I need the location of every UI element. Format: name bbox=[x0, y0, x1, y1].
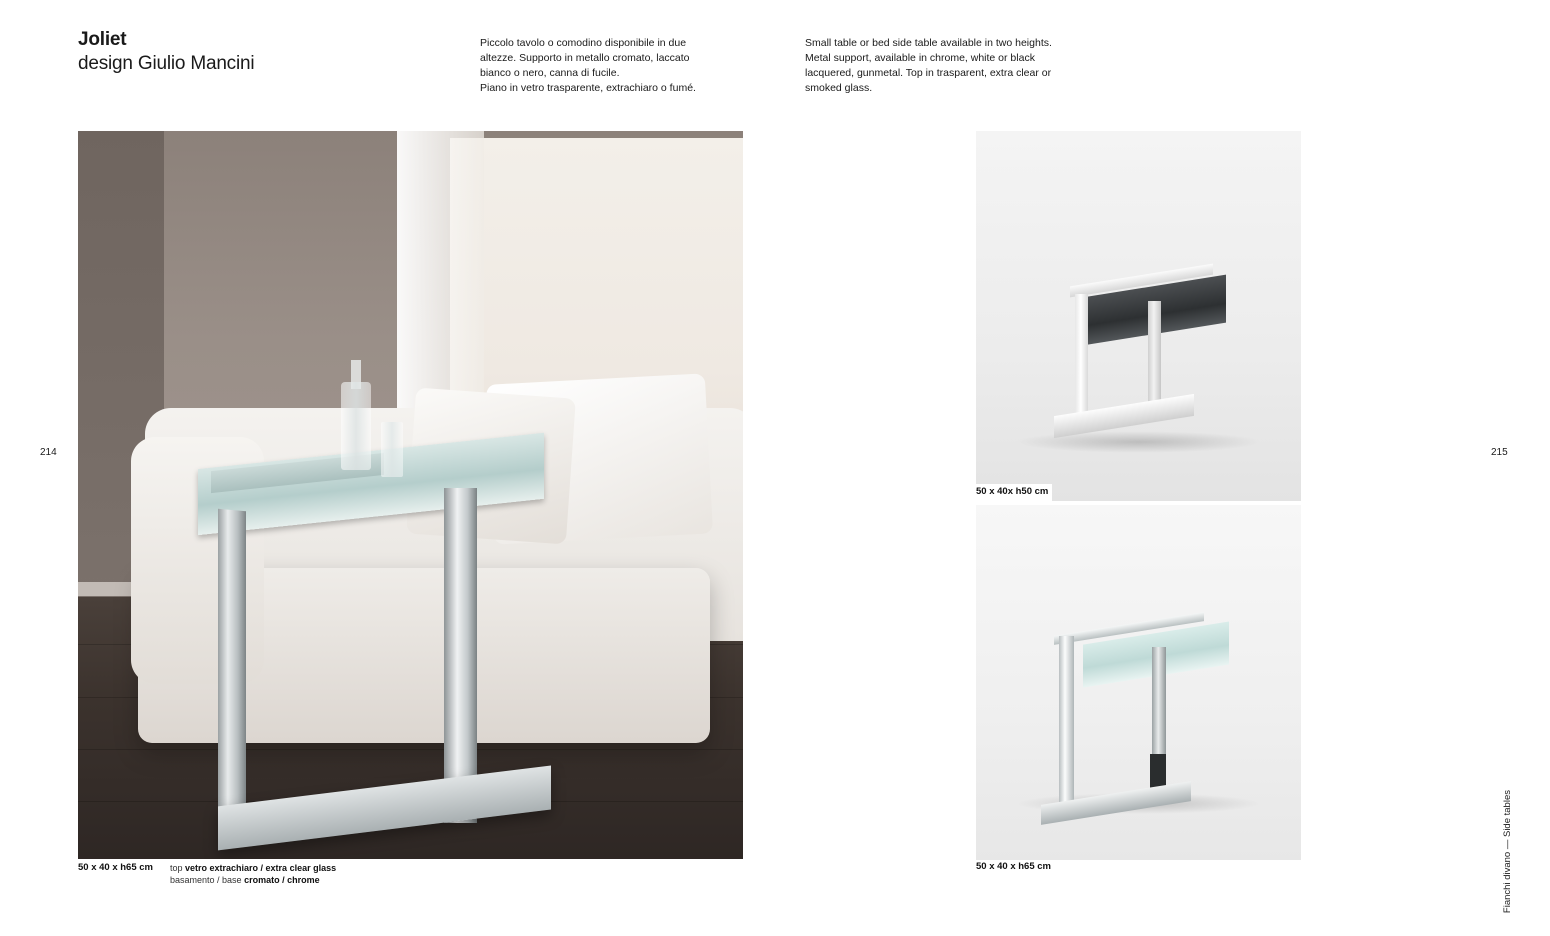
page-title bbox=[78, 28, 418, 76]
table-leg-left bbox=[1075, 294, 1088, 416]
description-en-line-1: Small table or bed side table available in two heights. bbox=[805, 37, 1052, 49]
floor-shadow bbox=[1015, 431, 1262, 453]
section-running-head bbox=[1502, 790, 1514, 913]
main-photo-caption bbox=[78, 862, 368, 886]
photo-h65-caption: 50 x 40 x h65 cm bbox=[976, 861, 1051, 872]
table-leg-right bbox=[444, 488, 477, 823]
main-caption-dimensions: 50 x 40 x h65 cm bbox=[78, 862, 153, 873]
photo-h50-caption: 50 x 40x h50 cm bbox=[976, 484, 1052, 501]
product-photo-h50 bbox=[976, 131, 1301, 501]
description-it-line-3: bianco o nero, canna di fucile. bbox=[480, 66, 620, 79]
page-number-left: 214 bbox=[40, 447, 57, 458]
description-italian bbox=[480, 36, 730, 96]
spec-top-prefix: top bbox=[170, 863, 186, 873]
drinking-glass bbox=[381, 422, 404, 477]
description-it-line-2: altezze. Supporto in metallo cromato, laccato bbox=[480, 51, 690, 64]
spec-top-value: vetro extrachiaro / extra clear glass bbox=[185, 863, 337, 873]
description-en-line-4: smoked glass. bbox=[805, 81, 873, 94]
running-head-en: — Side tables bbox=[1501, 790, 1513, 850]
table-leg-right bbox=[1148, 301, 1161, 412]
page-number-right: 215 bbox=[1491, 447, 1508, 458]
glass-bottle bbox=[341, 382, 372, 469]
product-title: Joliet bbox=[78, 29, 127, 50]
spec-base-value: cromato / chrome bbox=[244, 875, 320, 886]
description-it-line-4: Piano in vetro trasparente, extrachiaro o fumé. bbox=[480, 81, 696, 94]
description-it-line-1: Piccolo tavolo o comodino disponibile in due bbox=[480, 37, 687, 49]
main-caption-spec-top bbox=[170, 862, 336, 874]
description-english bbox=[805, 36, 1090, 96]
description-en-line-2: Metal support, available in chrome, white or black bbox=[805, 51, 1035, 64]
table-leg-left bbox=[218, 508, 246, 809]
designer-line: design Giulio Mancini bbox=[78, 52, 255, 74]
spec-base-prefix: basamento / base bbox=[170, 875, 245, 886]
main-caption-spec-base bbox=[170, 874, 336, 886]
description-en-line-3: lacquered, gunmetal. Top in trasparent, extra clear or bbox=[805, 66, 1052, 79]
main-caption-specs bbox=[170, 862, 336, 886]
running-head-it: Fianchi divano bbox=[1501, 851, 1513, 914]
table-leg-left bbox=[1059, 636, 1074, 803]
product-photo-h65 bbox=[976, 505, 1301, 860]
main-product-photo bbox=[78, 131, 743, 859]
